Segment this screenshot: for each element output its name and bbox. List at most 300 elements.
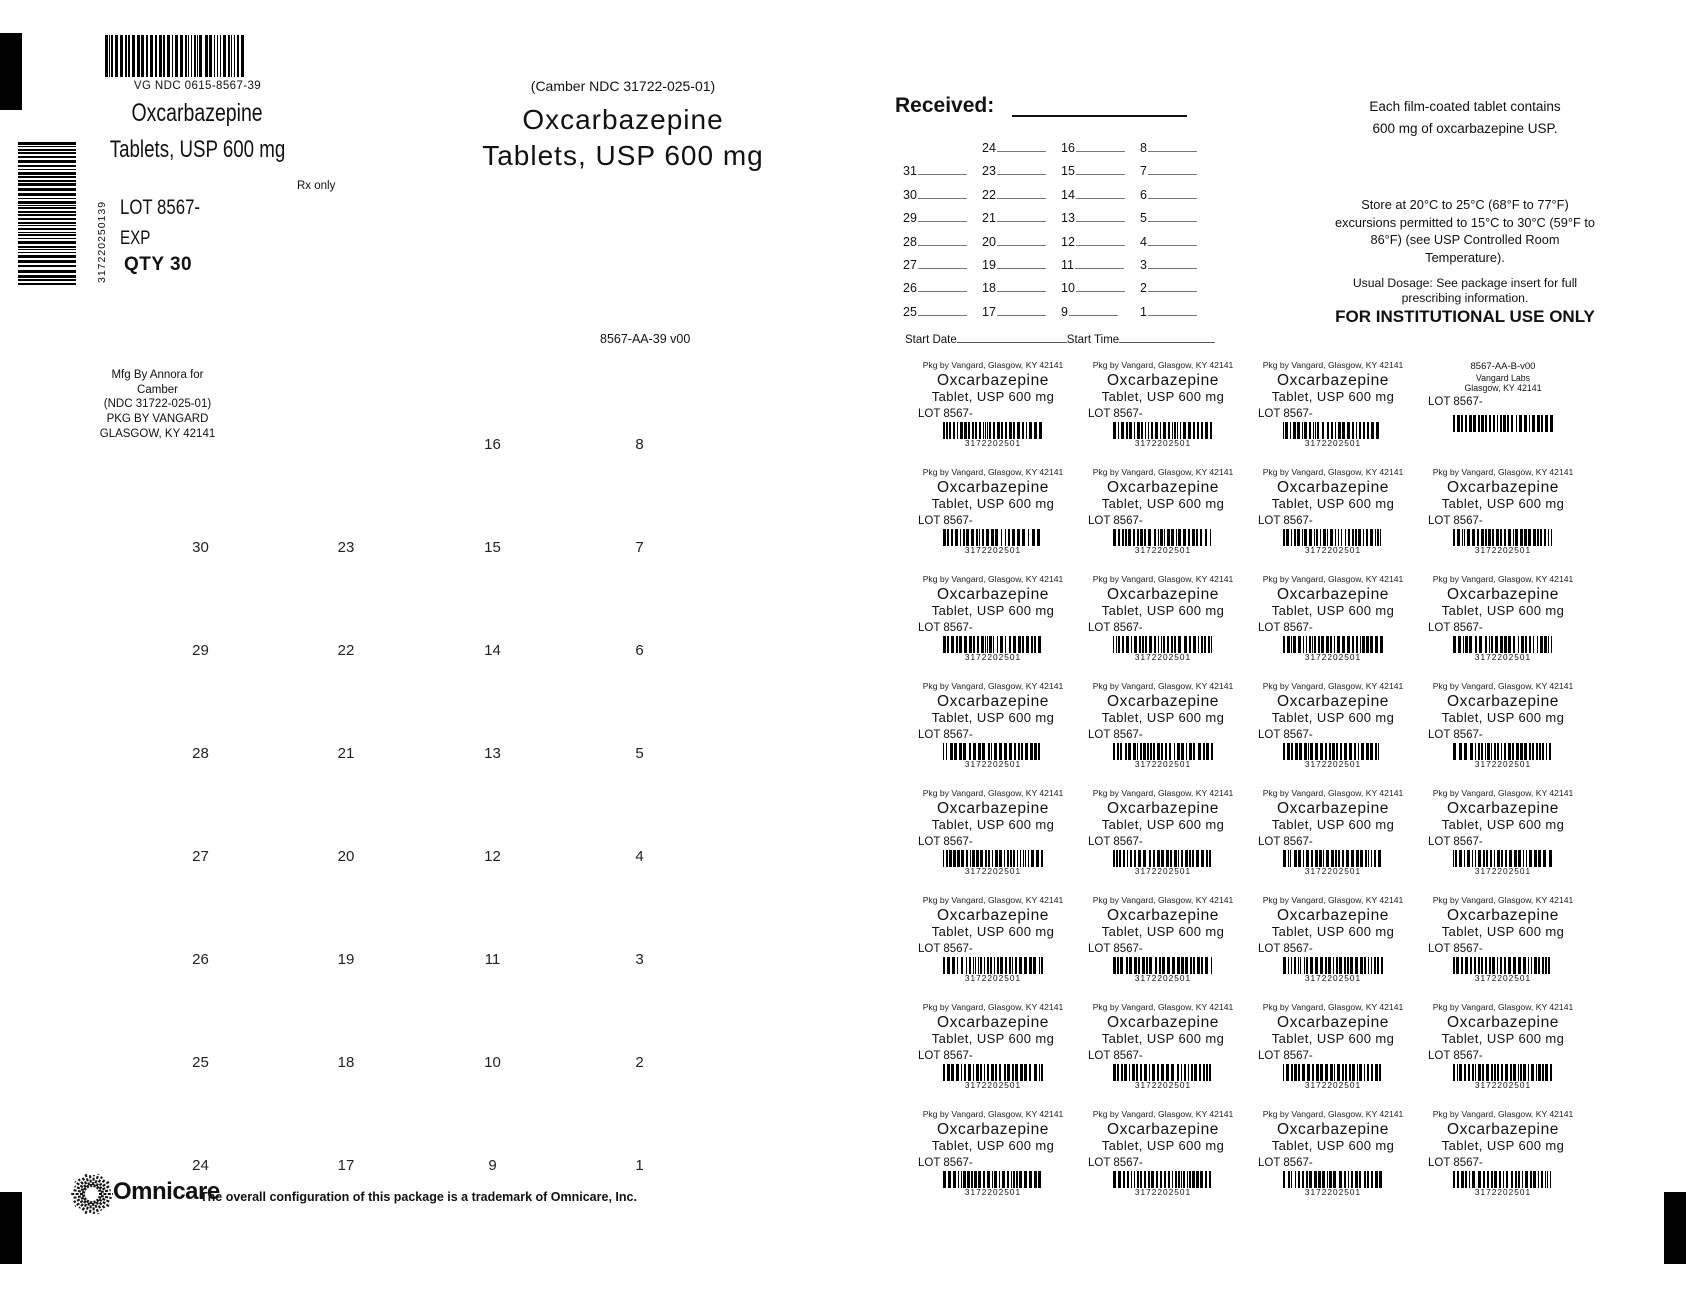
label-drug-name: Oxcarbazepine — [1446, 906, 1560, 924]
label-packager-line: Pkg by Vangard, Glasgow, KY 42141 — [1432, 788, 1574, 798]
text-line: Mfg By Annora for — [111, 369, 204, 381]
label-drug-strength: Tablet, USP 600 mg — [1441, 923, 1565, 939]
label-drug-strength: Tablet, USP 600 mg — [1441, 816, 1565, 832]
dose-number: 9 — [488, 1157, 497, 1174]
unit-dose-label — [1248, 356, 1418, 463]
label-packager-line: Pkg by Vangard, Glasgow, KY 42141 — [1092, 895, 1234, 905]
label-barcode — [943, 529, 1043, 546]
label-barcode — [1453, 1171, 1553, 1188]
day-writein-line — [1076, 187, 1125, 199]
label-drug-name: Oxcarbazepine — [936, 1013, 1050, 1031]
label-barcode — [1113, 1171, 1213, 1188]
label-packager-line: Pkg by Vangard, Glasgow, KY 42141 — [1092, 574, 1234, 584]
received-day-cell — [1061, 280, 1140, 303]
unit-dose-label — [1248, 998, 1418, 1105]
dose-number: 26 — [192, 951, 209, 968]
received-day-cell — [1140, 187, 1219, 210]
label-barcode-number: 3172202501 — [1304, 865, 1362, 876]
label-barcode — [943, 850, 1043, 867]
received-day-cell — [903, 187, 982, 210]
day-writein-line — [918, 210, 967, 222]
received-day-cell-empty — [903, 140, 982, 163]
received-day-cell — [903, 304, 982, 327]
label-drug-strength: Tablet, USP 600 mg — [1101, 1030, 1225, 1046]
text-line: Usual Dosage: See package insert for full — [1352, 276, 1578, 290]
label-barcode — [1453, 415, 1553, 432]
label-lot: LOT 8567- — [1428, 942, 1483, 955]
dose-number: 22 — [337, 642, 355, 659]
text-line: PKG BY VANGARD — [106, 413, 209, 426]
day-number: 19 — [982, 257, 996, 272]
unit-dose-label — [1248, 570, 1418, 677]
label-drug-name: Oxcarbazepine — [1276, 692, 1390, 710]
text-line: prescribing information. — [1401, 291, 1529, 306]
label-barcode-number: 3172202501 — [1304, 651, 1362, 662]
day-writein-line — [997, 304, 1046, 316]
unit-dose-label — [908, 570, 1078, 677]
label-packager-line: Pkg by Vangard, Glasgow, KY 42141 — [1432, 681, 1574, 691]
dose-number: 18 — [337, 1054, 355, 1071]
label-barcode-number: 3172202501 — [1474, 651, 1532, 662]
label-drug-name: Oxcarbazepine — [1446, 478, 1560, 496]
label-barcode — [1113, 743, 1213, 760]
label-barcode — [1113, 636, 1213, 653]
label-barcode — [1283, 1064, 1383, 1081]
label-lot: LOT 8567- — [1258, 942, 1313, 955]
dose-number: 6 — [635, 642, 644, 659]
label-barcode — [943, 636, 1043, 653]
label-barcode-number: 3172202501 — [1474, 972, 1532, 983]
dose-number: 11 — [484, 951, 501, 968]
dose-number-empty — [273, 436, 419, 539]
received-day-cell — [1140, 163, 1219, 186]
label-lot: LOT 8567- — [1258, 1156, 1313, 1169]
day-number: 6 — [1140, 187, 1147, 202]
received-day-cell — [1061, 140, 1140, 163]
unit-dose-label — [1418, 1105, 1588, 1212]
dose-number: 5 — [635, 745, 644, 762]
label-barcode-number: 3172202501 — [1134, 865, 1192, 876]
unit-dose-label — [1418, 570, 1588, 677]
label-packager-line: Pkg by Vangard, Glasgow, KY 42141 — [1092, 681, 1234, 691]
label-drug-name: Oxcarbazepine — [1106, 799, 1220, 817]
unit-dose-label — [1078, 1105, 1248, 1212]
dose-number: 15 — [484, 539, 501, 556]
day-number: 5 — [1140, 211, 1147, 226]
label-lot: LOT 8567- — [918, 1156, 973, 1169]
label-barcode-number: 3172202501 — [964, 758, 1022, 769]
label-drug-strength: Tablet, USP 600 mg — [1271, 709, 1395, 725]
day-writein-line — [1148, 234, 1197, 246]
label-packager-line: Pkg by Vangard, Glasgow, KY 42141 — [922, 895, 1064, 905]
label-drug-strength: Tablet, USP 600 mg — [1271, 816, 1395, 832]
day-writein-line — [997, 257, 1046, 269]
dose-number: 1 — [635, 1157, 644, 1174]
center-title-line2: Tablets, USP 600 mg — [482, 140, 764, 171]
start-time-line — [1119, 331, 1215, 343]
rx-only-text: Rx only — [297, 180, 336, 192]
day-number: 26 — [903, 281, 917, 296]
day-writein-line — [1076, 234, 1125, 246]
text-line: Temperature). — [1425, 249, 1505, 265]
label-barcode-number: 3172202501 — [964, 865, 1022, 876]
unit-dose-label — [1418, 891, 1588, 998]
qty-field: QTY 30 — [124, 254, 193, 275]
received-day-cell — [982, 280, 1061, 303]
label-drug-name: Oxcarbazepine — [1276, 906, 1390, 924]
received-day-cell — [903, 257, 982, 280]
label-drug-name: Oxcarbazepine — [1106, 1120, 1220, 1138]
label-barcode-number: 3172202501 — [1134, 758, 1192, 769]
contains-statement — [1240, 96, 1686, 139]
label-drug-name: Oxcarbazepine — [1276, 1013, 1390, 1031]
storage-statement — [1240, 196, 1686, 267]
dose-number: 25 — [192, 1054, 209, 1071]
label-drug-strength: Tablet, USP 600 mg — [1271, 388, 1395, 404]
dose-number: 10 — [484, 1054, 501, 1071]
label-barcode — [943, 422, 1043, 439]
received-day-cell — [903, 163, 982, 186]
day-number: 29 — [903, 211, 917, 226]
text-line: (NDC 31722-025-01) — [103, 398, 212, 411]
label-barcode — [1283, 636, 1383, 653]
day-writein-line — [1148, 140, 1197, 152]
day-number: 24 — [982, 141, 996, 155]
left-title-line1: Oxcarbazepine — [131, 99, 264, 127]
day-number: 13 — [1061, 211, 1075, 226]
label-packager-line: Pkg by Vangard, Glasgow, KY 42141 — [1432, 1002, 1574, 1012]
label-lot: LOT 8567- — [1428, 621, 1483, 634]
received-day-grid — [903, 140, 1219, 327]
label-barcode-number: 3172202501 — [1304, 972, 1362, 983]
day-number: 17 — [982, 304, 996, 319]
label-barcode — [1283, 957, 1383, 974]
day-number: 16 — [1061, 141, 1075, 155]
version-code: 8567-AA-39 v00 — [600, 332, 691, 346]
day-number: 27 — [903, 257, 917, 272]
day-writein-line — [1148, 187, 1197, 199]
day-writein-line — [918, 234, 967, 246]
dose-number: 27 — [192, 848, 209, 865]
center-ndc-caption: (Camber NDC 31722-025-01) — [530, 78, 716, 94]
start-date-line — [957, 331, 1067, 343]
corner-mark-bottom-right — [1664, 1192, 1686, 1264]
label-packager-line: Pkg by Vangard, Glasgow, KY 42141 — [1262, 574, 1404, 584]
label-drug-name: Oxcarbazepine — [1106, 478, 1220, 496]
label-barcode-number: 3172202501 — [964, 544, 1022, 555]
label-packager-name: Vangard Labs — [1475, 372, 1531, 383]
label-drug-name: Oxcarbazepine — [1446, 1120, 1560, 1138]
day-number: 9 — [1061, 304, 1068, 319]
label-barcode-number: 3172202501 — [1474, 865, 1532, 876]
label-packager-line: Pkg by Vangard, Glasgow, KY 42141 — [922, 467, 1064, 477]
label-barcode-number: 3172202501 — [1304, 544, 1362, 555]
label-lot: LOT 8567- — [1258, 407, 1313, 420]
day-writein-line — [918, 163, 967, 175]
label-barcode — [1453, 743, 1553, 760]
unit-dose-label — [908, 784, 1078, 891]
lot-field: LOT 8567- — [120, 196, 201, 219]
label-barcode — [943, 1171, 1043, 1188]
dose-number: 20 — [337, 848, 355, 865]
day-number: 22 — [982, 187, 996, 202]
label-lot: LOT 8567- — [1088, 621, 1143, 634]
received-day-cell — [1140, 257, 1219, 280]
day-number: 8 — [1140, 141, 1147, 155]
label-barcode — [1113, 850, 1213, 867]
unit-dose-label — [1418, 677, 1588, 784]
dose-number: 30 — [192, 539, 209, 556]
label-packager-line: Pkg by Vangard, Glasgow, KY 42141 — [1262, 895, 1404, 905]
label-packager-line: Pkg by Vangard, Glasgow, KY 42141 — [1092, 1002, 1234, 1012]
label-barcode — [1453, 1064, 1553, 1081]
label-barcode — [1453, 850, 1553, 867]
day-number: 4 — [1140, 234, 1147, 249]
trademark-text: The overall configuration of this package is a trademark of Omnicare, Inc. — [200, 1190, 637, 1204]
label-drug-strength: Tablet, USP 600 mg — [1101, 923, 1225, 939]
label-drug-strength: Tablet, USP 600 mg — [931, 816, 1055, 832]
unit-label-grid — [908, 356, 1588, 1212]
label-barcode — [1283, 743, 1383, 760]
label-barcode — [1113, 529, 1213, 546]
label-barcode-number: 3172202501 — [1304, 437, 1362, 448]
day-number: 21 — [982, 211, 996, 226]
day-number: 14 — [1061, 187, 1075, 202]
label-drug-name: Oxcarbazepine — [1276, 799, 1390, 817]
received-day-cell — [1061, 257, 1140, 280]
label-lot: LOT 8567- — [918, 1049, 973, 1062]
unit-dose-label — [1248, 784, 1418, 891]
label-drug-strength: Tablet, USP 600 mg — [931, 1030, 1055, 1046]
label-packager-line: Pkg by Vangard, Glasgow, KY 42141 — [1092, 1109, 1234, 1119]
day-writein-line — [997, 163, 1046, 175]
manufacturer-block — [55, 368, 260, 442]
label-drug-strength: Tablet, USP 600 mg — [1101, 602, 1225, 618]
text-line: 600 mg of oxcarbazepine USP. — [1372, 120, 1558, 136]
received-day-cell — [1140, 304, 1219, 327]
label-version-code: 8567-AA-B-v00 — [1470, 361, 1536, 372]
label-lot: LOT 8567- — [918, 621, 973, 634]
label-barcode-number: 3172202501 — [1474, 1079, 1532, 1090]
received-day-cell — [982, 140, 1061, 163]
label-lot: LOT 8567- — [918, 407, 973, 420]
received-day-cell — [982, 234, 1061, 257]
unit-dose-label — [1418, 784, 1588, 891]
label-drug-name: Oxcarbazepine — [1106, 585, 1220, 603]
label-packager-line: Pkg by Vangard, Glasgow, KY 42141 — [1432, 467, 1574, 477]
label-packager-line: Pkg by Vangard, Glasgow, KY 42141 — [1262, 788, 1404, 798]
label-drug-name: Oxcarbazepine — [1446, 799, 1560, 817]
day-writein-line — [918, 280, 967, 292]
top-barcode-caption: VG NDC 0615-8567-39 — [133, 80, 262, 92]
label-barcode-number: 3172202501 — [1474, 1186, 1532, 1197]
received-day-cell — [1140, 280, 1219, 303]
dose-number: 2 — [635, 1054, 644, 1071]
label-drug-strength: Tablet, USP 600 mg — [931, 1137, 1055, 1153]
label-barcode-number: 3172202501 — [1304, 1079, 1362, 1090]
label-drug-name: Oxcarbazepine — [1106, 371, 1220, 389]
dose-number: 24 — [192, 1157, 209, 1174]
corner-mark-bottom-left — [0, 1192, 22, 1264]
left-title-line2: Tablets, USP 600 mg — [109, 136, 286, 163]
received-day-cell — [1140, 234, 1219, 257]
day-writein-line — [1076, 210, 1125, 222]
received-day-cell — [982, 187, 1061, 210]
label-lot: LOT 8567- — [918, 835, 973, 848]
day-writein-line — [997, 210, 1046, 222]
label-barcode — [1113, 957, 1213, 974]
label-lot: LOT 8567- — [1258, 728, 1313, 741]
label-packager-line: Pkg by Vangard, Glasgow, KY 42141 — [1092, 788, 1234, 798]
label-drug-strength: Tablet, USP 600 mg — [1271, 602, 1395, 618]
center-title-line1: Oxcarbazepine — [522, 104, 724, 135]
text-line: Camber — [137, 383, 178, 396]
label-lot: LOT 8567- — [1258, 1049, 1313, 1062]
label-lot: LOT 8567- — [1428, 1049, 1483, 1062]
received-day-cell — [982, 304, 1061, 327]
dosage-statement — [1240, 276, 1686, 307]
label-packager-line: Pkg by Vangard, Glasgow, KY 42141 — [1432, 895, 1574, 905]
label-barcode-number: 3172202501 — [1304, 758, 1362, 769]
unit-dose-label — [1248, 1105, 1418, 1212]
received-day-cell — [903, 234, 982, 257]
day-number: 23 — [982, 164, 996, 179]
received-label: Received: — [895, 94, 995, 117]
unit-dose-label — [1078, 677, 1248, 784]
received-day-cell — [1140, 210, 1219, 233]
label-drug-name: Oxcarbazepine — [1276, 478, 1390, 496]
received-day-cell — [982, 257, 1061, 280]
day-writein-line — [918, 187, 967, 199]
day-writein-line — [997, 280, 1046, 292]
label-barcode-number: 3172202501 — [964, 437, 1022, 448]
label-drug-strength: Tablet, USP 600 mg — [1441, 1030, 1565, 1046]
unit-dose-label — [1078, 463, 1248, 570]
label-barcode — [1113, 1064, 1213, 1081]
label-barcode — [1283, 850, 1383, 867]
day-number: 28 — [903, 234, 917, 249]
exp-field: EXP — [120, 228, 151, 249]
label-drug-strength: Tablet, USP 600 mg — [931, 923, 1055, 939]
day-writein-line — [1076, 280, 1125, 292]
label-drug-strength: Tablet, USP 600 mg — [931, 388, 1055, 404]
label-drug-name: Oxcarbazepine — [1276, 371, 1390, 389]
label-drug-name: Oxcarbazepine — [1276, 585, 1390, 603]
dose-number: 23 — [337, 539, 355, 556]
dose-number: 28 — [192, 745, 209, 762]
label-barcode-number: 3172202501 — [1134, 1079, 1192, 1090]
day-writein-line — [1069, 304, 1118, 316]
text-line: excursions permitted to 15°C to 30°C (59°F to — [1334, 214, 1596, 230]
label-lot: LOT 8567- — [1428, 728, 1483, 741]
received-day-cell — [1061, 187, 1140, 210]
label-packager-line: Pkg by Vangard, Glasgow, KY 42141 — [922, 788, 1064, 798]
label-packager-city: Glasgow, KY 42141 — [1464, 383, 1542, 394]
label-barcode-number: 3172202501 — [1134, 651, 1192, 662]
dose-number: 21 — [337, 745, 355, 762]
day-number: 15 — [1061, 164, 1075, 179]
label-packager-line: Pkg by Vangard, Glasgow, KY 42141 — [922, 681, 1064, 691]
label-drug-name: Oxcarbazepine — [936, 585, 1050, 603]
label-packager-line: Pkg by Vangard, Glasgow, KY 42141 — [1262, 681, 1404, 691]
dose-number: 3 — [635, 951, 644, 968]
label-packager-line: Pkg by Vangard, Glasgow, KY 42141 — [1262, 467, 1404, 477]
label-drug-strength: Tablet, USP 600 mg — [1441, 1137, 1565, 1153]
dose-number: 16 — [484, 436, 501, 453]
label-barcode — [1113, 422, 1213, 439]
label-drug-name: Oxcarbazepine — [1446, 585, 1560, 603]
label-barcode-number: 3172202501 — [1134, 437, 1192, 448]
day-writein-line — [1148, 280, 1197, 292]
dose-number-empty — [128, 436, 273, 539]
unit-dose-label — [908, 356, 1078, 463]
received-writein-line — [1012, 95, 1187, 117]
label-drug-strength: Tablet, USP 600 mg — [931, 602, 1055, 618]
day-writein-line — [1148, 163, 1197, 175]
label-barcode-number: 3172202501 — [964, 1186, 1022, 1197]
day-number: 31 — [903, 164, 917, 179]
label-lot: LOT 8567- — [1088, 835, 1143, 848]
label-drug-strength: Tablet, USP 600 mg — [931, 495, 1055, 511]
label-barcode — [943, 743, 1043, 760]
label-lot: LOT 8567- — [918, 514, 973, 527]
day-number: 11 — [1061, 257, 1074, 272]
label-lot: LOT 8567- — [1088, 1049, 1143, 1062]
unit-dose-label — [908, 1105, 1078, 1212]
label-packager-line: Pkg by Vangard, Glasgow, KY 42141 — [1432, 1109, 1574, 1119]
label-packager-line: Pkg by Vangard, Glasgow, KY 42141 — [1262, 1002, 1404, 1012]
label-drug-strength: Tablet, USP 600 mg — [1441, 495, 1565, 511]
label-lot: LOT 8567- — [1258, 514, 1313, 527]
day-number: 12 — [1061, 234, 1075, 249]
label-drug-strength: Tablet, USP 600 mg — [1271, 923, 1395, 939]
day-writein-line — [1075, 257, 1124, 269]
label-lot: LOT 8567- — [1428, 514, 1483, 527]
label-lot: LOT 8567- — [1258, 621, 1313, 634]
label-barcode — [1283, 529, 1383, 546]
label-drug-strength: Tablet, USP 600 mg — [1441, 602, 1565, 618]
text-line: GLASGOW, KY 42141 — [99, 427, 216, 440]
text-line: Store at 20°C to 25°C (68°F to 77°F) — [1361, 197, 1569, 212]
dose-number: 29 — [192, 642, 209, 659]
received-day-cell — [903, 210, 982, 233]
day-number: 25 — [903, 304, 917, 319]
label-lot: LOT 8567- — [1088, 407, 1143, 420]
unit-dose-label — [1078, 891, 1248, 998]
unit-dose-label — [1248, 463, 1418, 570]
label-packager-line: Pkg by Vangard, Glasgow, KY 42141 — [922, 360, 1064, 370]
label-barcode-number: 3172202501 — [1134, 972, 1192, 983]
label-drug-name: Oxcarbazepine — [1446, 1013, 1560, 1031]
corner-version-label — [1418, 356, 1588, 463]
label-drug-strength: Tablet, USP 600 mg — [1101, 495, 1225, 511]
label-drug-strength: Tablet, USP 600 mg — [1101, 1137, 1225, 1153]
dose-number: 7 — [635, 539, 644, 556]
day-writein-line — [997, 234, 1046, 246]
label-lot: LOT 8567- — [1258, 835, 1313, 848]
received-day-cell — [903, 280, 982, 303]
day-number: 7 — [1140, 164, 1147, 179]
start-date-time-row — [905, 331, 1215, 346]
label-packager-line: Pkg by Vangard, Glasgow, KY 42141 — [1262, 360, 1404, 370]
label-lot: LOT 8567- — [1428, 835, 1483, 848]
label-drug-name: Oxcarbazepine — [1446, 692, 1560, 710]
label-packager-line: Pkg by Vangard, Glasgow, KY 42141 — [1262, 1109, 1404, 1119]
day-number: 2 — [1140, 281, 1147, 296]
label-barcode-number: 3172202501 — [1474, 758, 1532, 769]
dose-number: 13 — [484, 745, 501, 762]
dose-number: 8 — [635, 436, 644, 453]
